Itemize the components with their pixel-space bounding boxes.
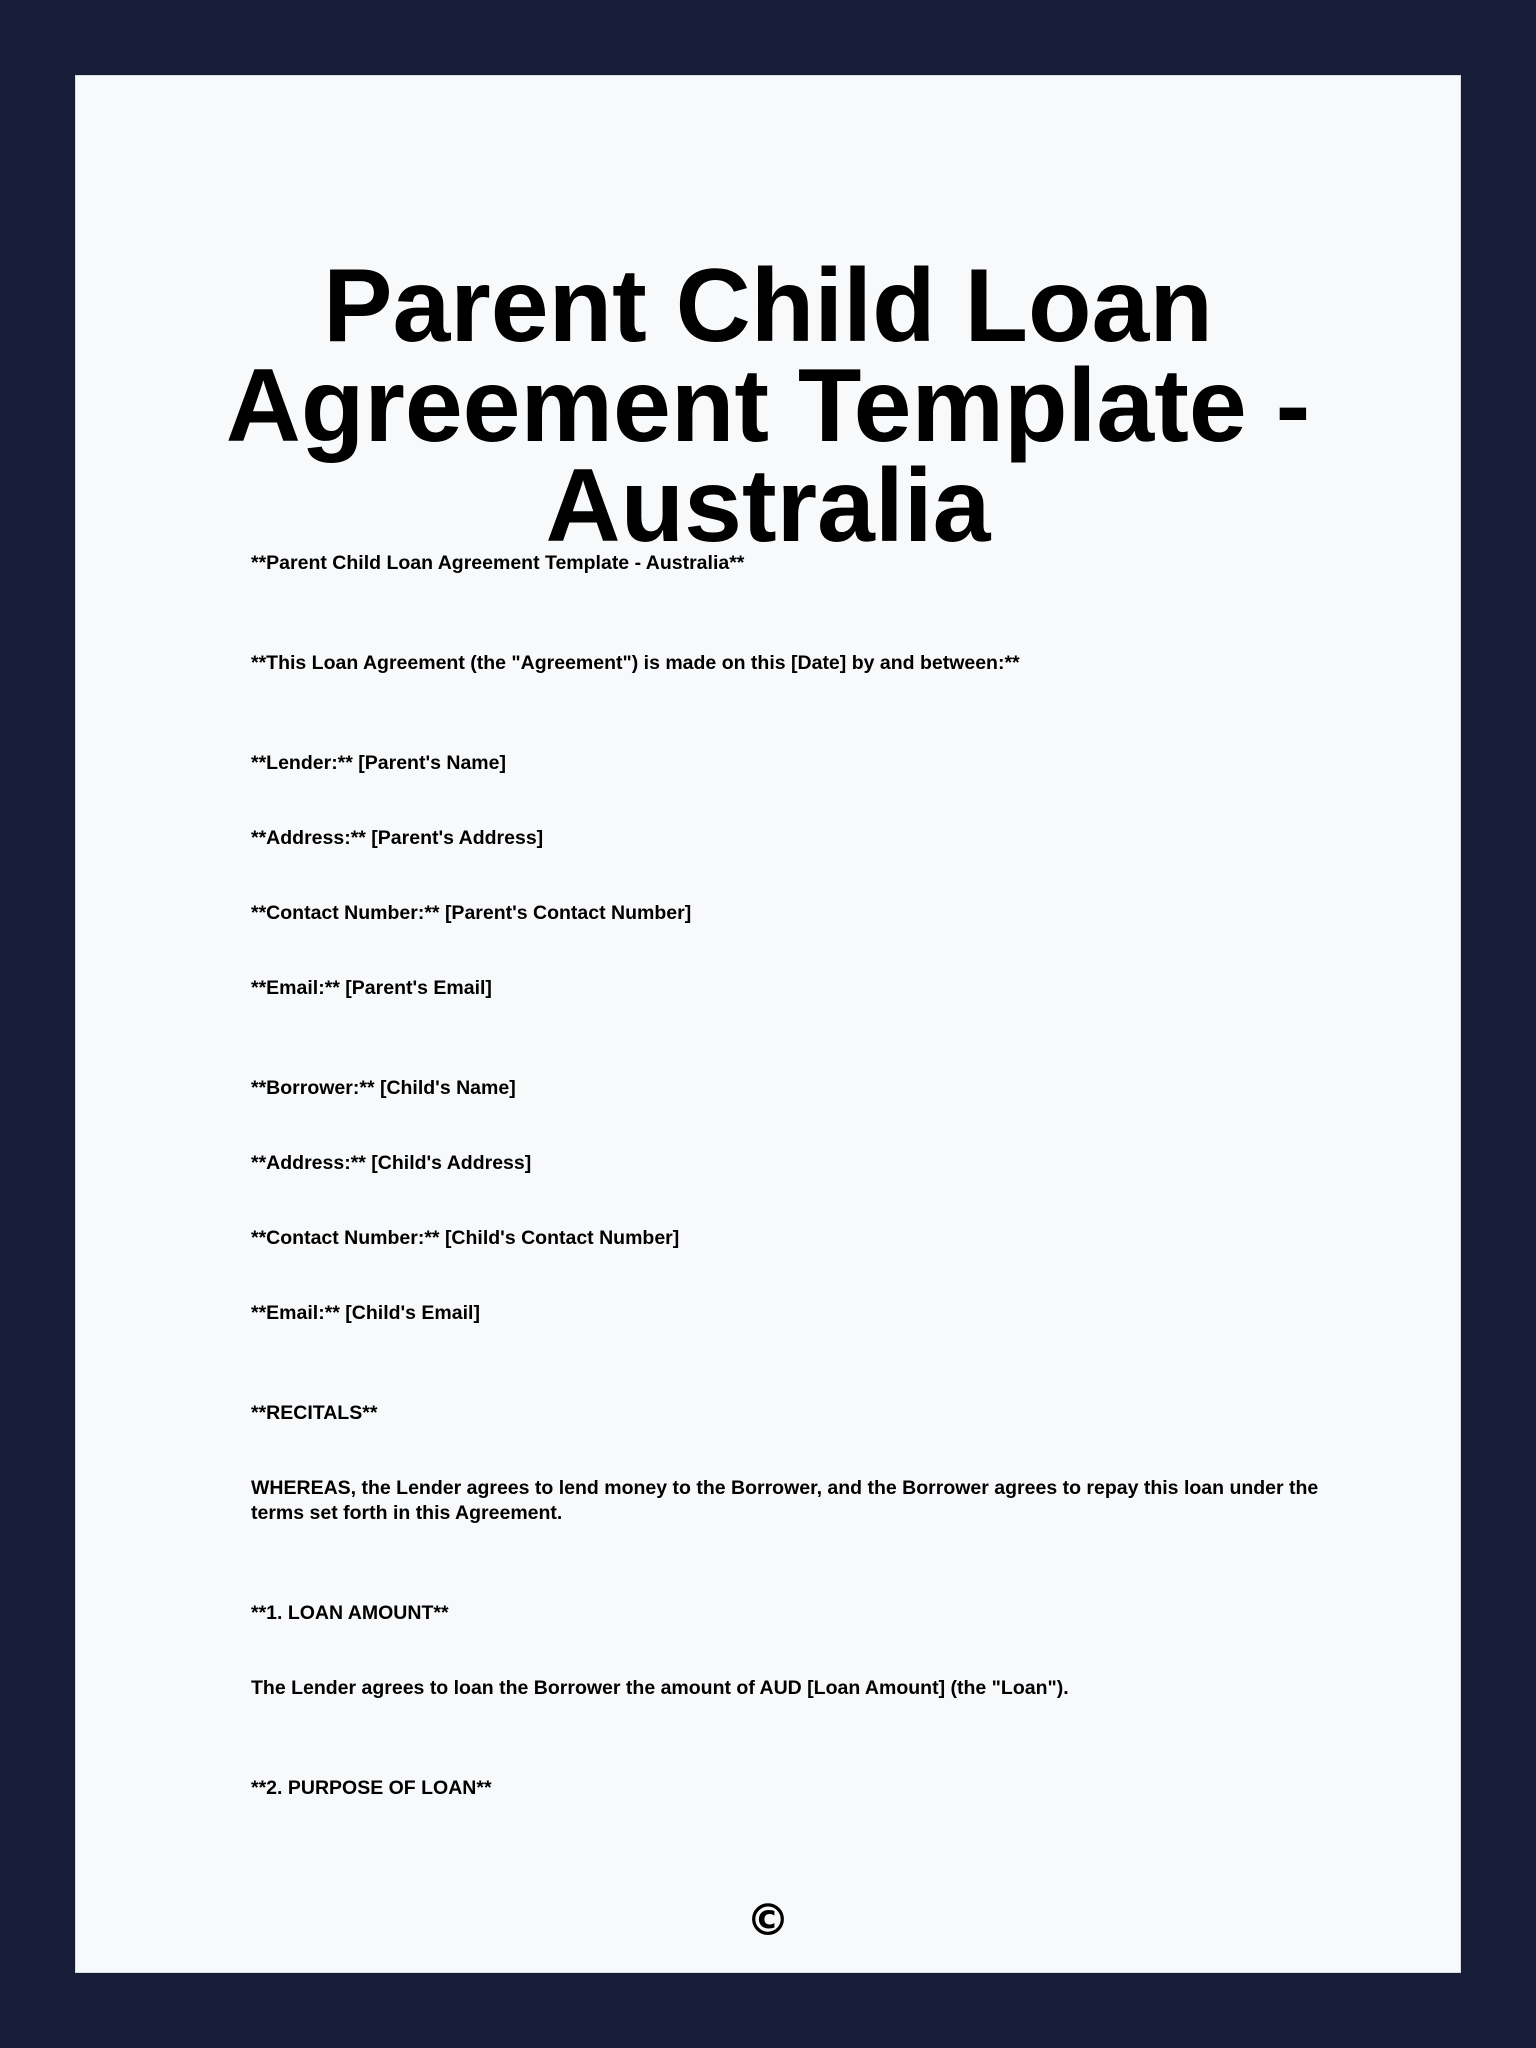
borrower-email-line: **Email:** [Child's Email] [251, 1302, 480, 1324]
document-page [75, 75, 1461, 1973]
purpose-of-loan-heading: **2. PURPOSE OF LOAN** [251, 1777, 492, 1799]
recitals-heading: **RECITALS** [251, 1402, 378, 1424]
lender-name-line: **Lender:** [Parent's Name] [251, 752, 506, 774]
intro-paragraph: **This Loan Agreement (the "Agreement") is made on this [Date] by and between:** [251, 652, 1020, 674]
copyright-icon: © [746, 1895, 790, 1946]
loan-amount-heading: **1. LOAN AMOUNT** [251, 1602, 449, 1624]
document-title: Parent Child Loan Agreement Template - Australia [225, 248, 1311, 564]
recitals-paragraph: WHEREAS, the Lender agrees to lend money to the Borrower, and the Borrower agrees to repay this loan under the terms set forth in this Agreement. [251, 1477, 1319, 1524]
lender-email-line: **Email:** [Parent's Email] [251, 977, 492, 999]
heading-paragraph: **Parent Child Loan Agreement Template - Australia** [251, 552, 745, 574]
borrower-address-line: **Address:** [Child's Address] [251, 1152, 532, 1174]
lender-contact-line: **Contact Number:** [Parent's Contact Number] [251, 902, 692, 924]
borrower-name-line: **Borrower:** [Child's Name] [251, 1077, 516, 1099]
lender-address-line: **Address:** [Parent's Address] [251, 827, 544, 849]
borrower-contact-line: **Contact Number:** [Child's Contact Number] [251, 1227, 680, 1249]
loan-amount-paragraph: The Lender agrees to loan the Borrower the amount of AUD [Loan Amount] (the "Loan"). [251, 1677, 1069, 1699]
